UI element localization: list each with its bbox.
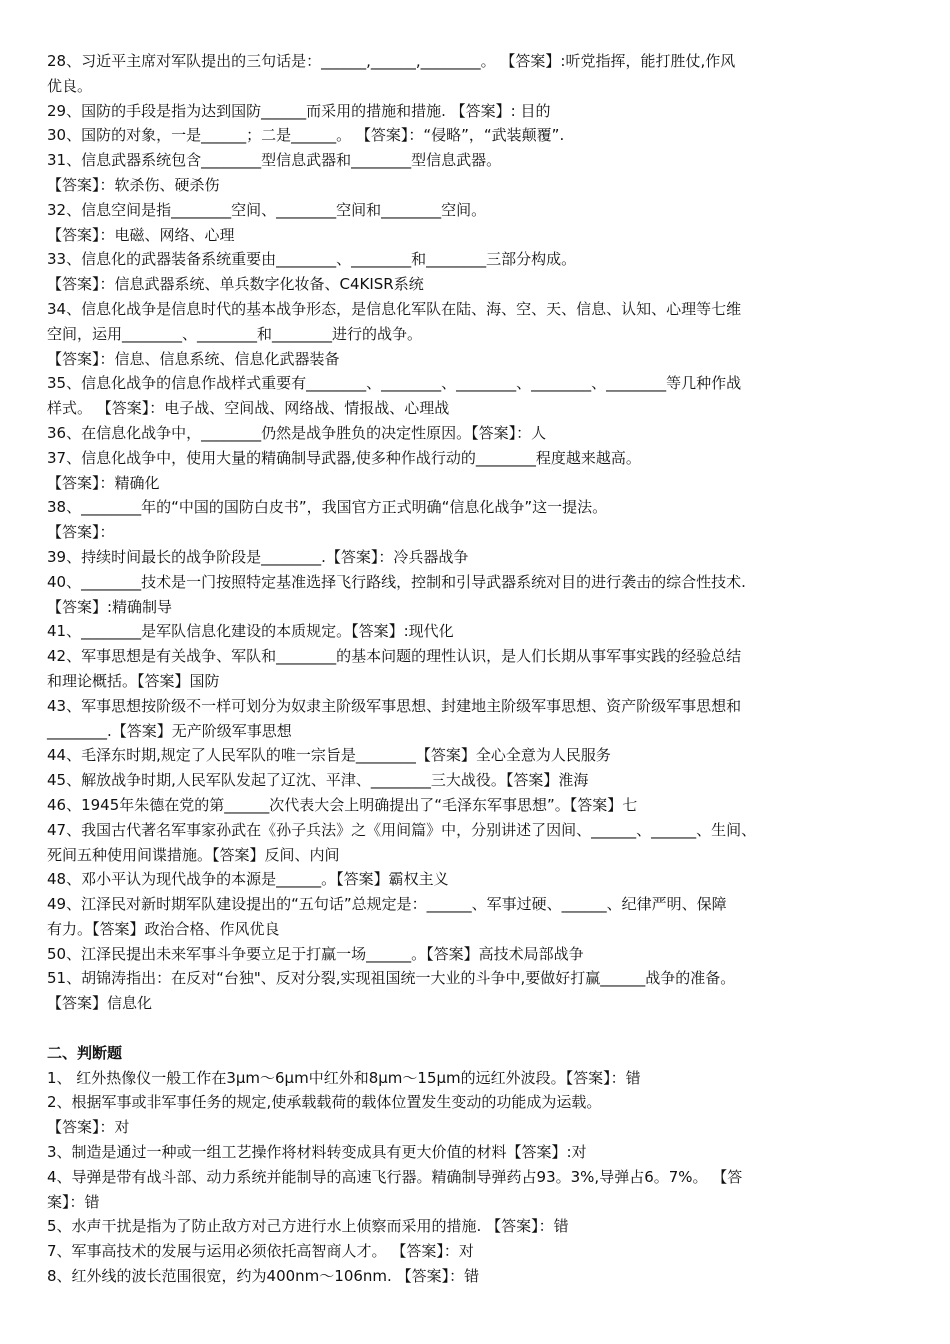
text-line: 【答案】：: [47, 523, 115, 542]
text-line: 49、江泽民对新时期军队建设提出的“五句话”总规定是：______、军事过硬、______、纪律严明、保障: [47, 895, 727, 914]
text-line: 2、根据军事或非军事任务的规定,使承载载荷的载体位置发生变动的功能成为运载。: [47, 1093, 602, 1112]
text-line: 5、水声干扰是指为了防止敌方对己方进行水上侦察而采用的措施. 【答案】：错: [47, 1217, 569, 1236]
fill-in-questions: [47, 49, 915, 1016]
text-line: 37、信息化战争中，使用大量的精确制导武器,使多种作战行动的________程度越来越高。: [47, 448, 641, 467]
section-title: 二、判断题: [47, 1043, 123, 1062]
text-line: 39、持续时间最长的战争阶段是________.【答案】：冷兵器战争: [47, 547, 469, 566]
text-line: 3、制造是通过一种或一组工艺操作将材料转变成具有更大价值的材料【答案】:对: [47, 1143, 587, 1162]
text-line: 44、毛泽东时期,规定了人民军队的唯一宗旨是________【答案】全心全意为人民服务: [47, 746, 611, 765]
text-line: 29、国防的手段是指为达到国防______而采用的措施和措施. 【答案】: 目的: [47, 101, 551, 120]
text-line: 【答案】信息化: [47, 994, 153, 1013]
document-page: [47, 49, 915, 1289]
text-line: 43、军事思想按阶级不一样可划分为奴隶主阶级军事思想、封建地主阶级军事思想、资产阶级军事思想和: [47, 696, 742, 715]
text-line: 35、信息化战争的信息作战样式重要有________、________、________、________、________等几种作战: [47, 374, 742, 393]
text-line: 【答案】：软杀伤、硬杀伤: [47, 175, 220, 194]
judgement-questions: [47, 1066, 915, 1289]
text-line: 1、 红外热像仪一般工作在3μm～6μm中红外和8μm～15μm的远红外波段。【答案】：错: [47, 1068, 641, 1087]
text-line: 【答案】：精确化: [47, 473, 160, 492]
text-line: 7、军事高技术的发展与运用必须依托高智商人才。 【答案】：对: [47, 1242, 474, 1261]
text-line: 32、信息空间是指________空间、________空间和________空间。: [47, 200, 487, 219]
text-line: 38、________年的“中国的国防白皮书”，我国官方正式明确“信息化战争”这一提法。: [47, 498, 608, 517]
text-line: 空间，运用________、________和________进行的战争。: [47, 324, 423, 343]
text-line: 50、江泽民提出未来军事斗争要立足于打赢一场______。【答案】高技术局部战争: [47, 944, 584, 963]
text-line: 【答案】：信息武器系统、单兵数字化妆备、C4KISR系统: [47, 275, 424, 294]
text-line: 28、习近平主席对军队提出的三句话是：______,______,________。 【答案】:听党指挥，能打胜仗,作风: [47, 52, 736, 70]
text-line: 【答案】：对: [47, 1118, 130, 1137]
text-line: 41、________是军队信息化建设的本质规定。【答案】:现代化: [47, 622, 454, 641]
text-line: 40、________技术是一门按照特定基准选择飞行路线，控制和引导武器系统对目的进行袭击的综合性技术.: [47, 572, 746, 591]
text-line: 4、导弹是带有战斗部、动力系统并能制导的高速飞行器。精确制导弹药占93。3%,导弹占6。7%。 【答: [47, 1167, 743, 1186]
text-line: 案】：错: [47, 1192, 100, 1211]
text-line: 46、1945年朱德在党的第______次代表大会上明确提出了“毛泽东军事思想”。【答案】七: [47, 795, 638, 814]
text-line: 33、信息化的武器装备系统重要由________、________和________三部分构成。: [47, 250, 577, 269]
text-line: 样式。 【答案】：电子战、空间战、网络战、情报战、心理战: [47, 399, 450, 418]
text-line: 8、红外线的波长范围很宽，约为400nm～106nm. 【答案】：错: [47, 1267, 480, 1286]
text-line: 34、信息化战争是信息时代的基本战争形态，是信息化军队在陆、海、空、天、信息、认知、心理等七维: [47, 299, 742, 318]
text-line: 51、胡锦涛指出：在反对“台独"、反对分裂,实现祖国统一大业的斗争中,要做好打赢______战争的准备。: [47, 969, 736, 988]
text-line: 和理论概括。【答案】国防: [47, 671, 220, 690]
text-line: 42、军事思想是有关战争、军队和________的基本问题的理性认识，是人们长期从事军事实践的经验总结: [47, 647, 742, 666]
text-line: 36、在信息化战争中，________仍然是战争胜负的决定性原因。【答案】：人: [47, 423, 547, 442]
text-line: 31、信息武器系统包含________型信息武器和________型信息武器。: [47, 151, 502, 170]
text-line: 有力。【答案】政治合格、作风优良: [47, 919, 280, 938]
text-line: 死间五种使用间谍措施。【答案】反间、内间: [47, 845, 340, 864]
text-line: 47、我国古代著名军事家孙武在《孙子兵法》之《用间篇》中，分别讲述了因间、______、______、生间、: [47, 820, 757, 839]
text-line: ________.【答案】无产阶级军事思想: [47, 721, 292, 740]
text-line: 48、邓小平认为现代战争的本源是______。【答案】霸权主义: [47, 870, 449, 889]
text-line: 【答案】：电磁、网络、心理: [47, 225, 235, 244]
text-line: 【答案】:精确制导: [47, 597, 173, 616]
text-line: 优良。: [47, 76, 93, 95]
text-line: 【答案】：信息、信息系统、信息化武器装备: [47, 349, 340, 368]
text-line: 45、解放战争时期,人民军队发起了辽沈、平津、________三大战役。【答案】淮海: [47, 771, 589, 790]
blank-line: [47, 1016, 915, 1041]
text-line: 30、国防的对象，一是______；二是______。 【答案】：“侵略”，“武装颠覆”.: [47, 126, 565, 145]
